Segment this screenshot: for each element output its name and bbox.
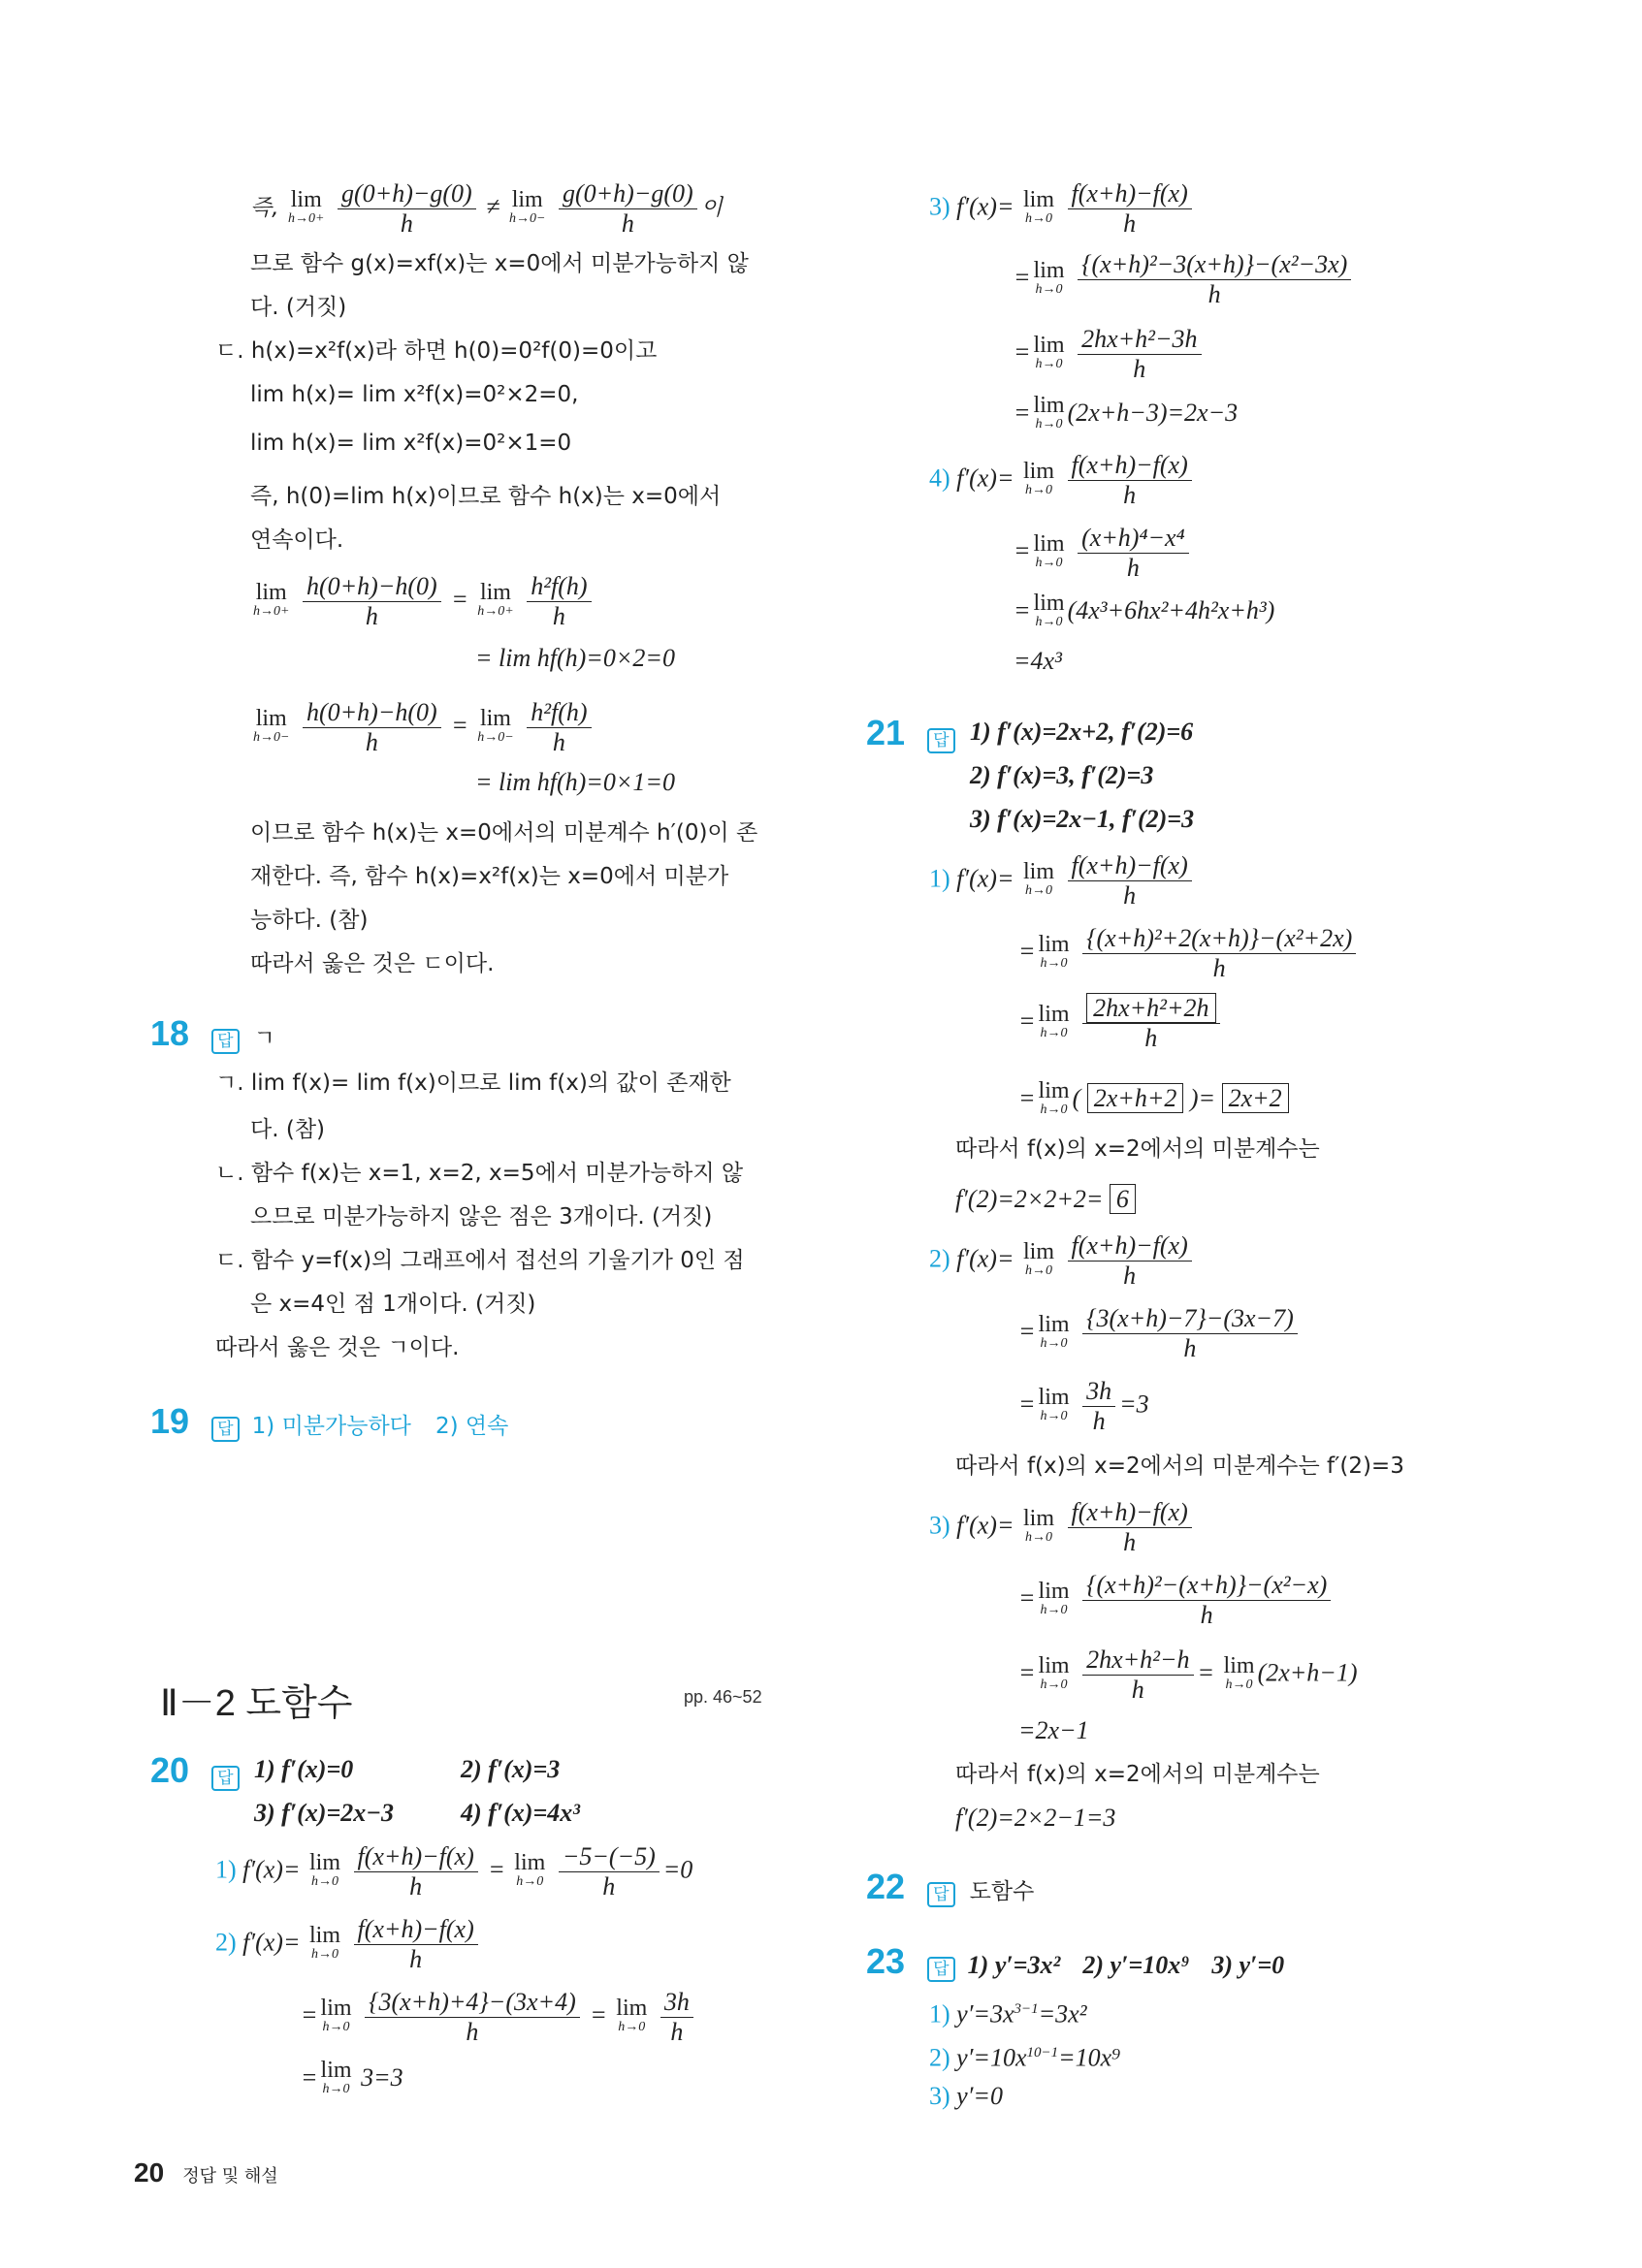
q18-line-4: 으므로 미분가능하지 않은 점은 3개이다. (거짓) [250, 1204, 713, 1230]
q20-solution-1: 1) f′(x)= lim h→0 $\frac{f(x+h)-f(x)}{h}$ = lim h→0 $\frac{-5-(-5)}{h}$ =0 [215, 1842, 693, 1901]
q18-header [150, 1013, 275, 1055]
q20-answer-4: 4) f′(x)=4x³ [461, 1799, 581, 1827]
q18-answer: ㄱ [253, 1026, 275, 1051]
q20-answer-2: 2) f′(x)=3 [461, 1755, 561, 1783]
answer-badge: 답 [211, 1417, 239, 1442]
q22-number: 22 [866, 1867, 906, 1906]
q22-answer: 도함수 [969, 1879, 1035, 1904]
left-line-3: 다. (거짓) [250, 295, 347, 320]
page-number: 20 [134, 2157, 165, 2188]
left-line-14: 재한다. 즉, 함수 h(x)=x²f(x)는 x=0에서 미분가 [250, 864, 729, 889]
q19-header [150, 1401, 508, 1443]
q21-solution-9: = lim h→0 $\frac{3h}{h}$ =3 [1018, 1377, 1149, 1435]
q19-answer-2: 2) 연속 [435, 1414, 509, 1439]
q19-number: 19 [150, 1401, 190, 1441]
right-line-4: = lim h→0 (2x+h−3)=2x−3 [1014, 393, 1239, 431]
q18-line-1: ㄱ. lim f(x)= lim f(x)이므로 lim f(x)의 값이 존재한 [215, 1070, 731, 1096]
q21-solution-6: f′(2)=2×2+2= 6 [955, 1183, 1136, 1216]
q21-solution-12: = lim h→0 $\frac{\text{\{(x+h)²−(x+h)\}−(x²−x)}}{h}$ [1018, 1571, 1335, 1630]
left-line-9: lim h→0+ $\frac{h(0+h)-h(0)}{h}$ = lim h→0+ $\frac{\text{h²f(h)}}{h}$ [250, 572, 596, 631]
q23-solution-1: 1) $y'=3x^{3-1}=3x^2$ [929, 1999, 1087, 2028]
left-line-12: = lim hf(h)=0×1=0 [475, 768, 675, 796]
q23-answer-3: 3) y′=0 [1211, 1951, 1285, 1979]
q21-solution-3: = lim h→0 $\frac{\text{2hx+h²+2h}}{h}$ [1018, 994, 1224, 1053]
left-line-8: 연속이다. [250, 527, 344, 553]
q20-solution-3: = lim h→0 $\frac{\{3(x+h)+4\}-(3x+4)}{h}$ = lim h→0 $\frac{3h}{h}$ [301, 1988, 697, 2047]
q21-answer-3: 3) f′(x)=2x−1, f′(2)=3 [970, 805, 1195, 833]
right-line-5: 4) f′(x)= lim h→0 $\frac{f(x+h)-f(x)}{h}$ [929, 451, 1196, 510]
left-line-7: 즉, h(0)=lim h(x)이므로 함수 h(x)는 x=0에서 [250, 484, 722, 509]
q18-number: 18 [150, 1013, 190, 1053]
q19-answer-1: 1) 미분가능하다 [251, 1414, 411, 1439]
answer-badge: 답 [927, 1882, 954, 1907]
q21-solution-15: 따라서 f(x)의 x=2에서의 미분계수는 [955, 1762, 1320, 1787]
q21-solution-2: = lim h→0 $\frac{\text{\{(x+h)²+2(x+h)\}−(x²+2x)}}{h}$ [1018, 924, 1360, 983]
left-line-16: 따라서 옳은 것은 ㄷ이다. [250, 951, 495, 976]
q23-answer-2: 2) y′=10x⁹ [1082, 1951, 1190, 1979]
answer-badge: 답 [927, 728, 954, 753]
q18-line-6: 은 x=4인 점 1개이다. (거짓) [250, 1292, 536, 1317]
q21-solution-16: f′(2)=2×2−1=3 [955, 1804, 1116, 1832]
q18-line-2: 다. (참) [250, 1117, 326, 1142]
section-title: Ⅱ－2 도함수 [160, 1683, 353, 1724]
answer-badge: 답 [927, 1957, 954, 1982]
q21-solution-11: 3) f′(x)= lim h→0 $\frac{f(x+h)-f(x)}{h}$ [929, 1498, 1196, 1557]
q20-solution-4: = lim h→0 3=3 [301, 2058, 403, 2096]
q23-header [866, 1941, 1284, 1982]
left-line-11: lim h→0− $\frac{h(0+h)-h(0)}{h}$ = lim h→0− $\frac{\text{h²f(h)}}{h}$ [250, 698, 596, 757]
left-line-13: 이므로 함수 h(x)는 x=0에서의 미분계수 h′(0)이 존 [250, 820, 758, 846]
left-line-6: lim h(x)= lim x²f(x)=0²×1=0 [250, 431, 572, 456]
q23-number: 23 [866, 1941, 906, 1981]
right-line-6: = lim h→0 $\frac{\text{(x+h)⁴−x⁴}}{h}$ [1014, 524, 1193, 583]
left-line-15: 능하다. (참) [250, 908, 369, 933]
q21-solution-4: = lim h→0 ( 2x+h+2 )= 2x+2 [1018, 1081, 1289, 1120]
answer-badge: 답 [211, 1766, 239, 1791]
q20-solution-2: 2) f′(x)= lim h→0 $\frac{f(x+h)-f(x)}{h}$ [215, 1915, 482, 1974]
q20-number: 20 [150, 1750, 190, 1790]
q21-solution-5: 따라서 f(x)의 x=2에서의 미분계수는 [955, 1136, 1320, 1162]
q21-solution-14: =2x−1 [1018, 1716, 1089, 1744]
answer-badge: 답 [211, 1029, 239, 1054]
right-line-1: 3) f′(x)= lim h→0 $\frac{f(x+h)-f(x)}{h}$ [929, 179, 1196, 239]
q18-line-5: ㄷ. 함수 y=f(x)의 그래프에서 접선의 기울기가 0인 점 [215, 1248, 745, 1273]
q20-answer-3: 3) f′(x)=2x−3 [254, 1799, 395, 1827]
q21-answer-1: 1) f′(x)=2x+2, f′(2)=6 [970, 718, 1194, 746]
q21-solution-7: 2) f′(x)= lim h→0 $\frac{f(x+h)-f(x)}{h}$ [929, 1231, 1196, 1291]
right-line-7: = lim h→0 (4x³+6hx²+4h²x+h³) [1014, 591, 1275, 629]
footer [134, 2157, 278, 2188]
q21-solution-13: = lim h→0 $\frac{\text{2hx+h²−h}}{h}$ = lim h→0 (2x+h−1) [1018, 1645, 1358, 1704]
q21-solution-1: 1) f′(x)= lim h→0 $\frac{f(x+h)-f(x)}{h}$ [929, 851, 1196, 910]
right-line-8: =4x³ [1014, 647, 1062, 675]
left-line-5: lim h(x)= lim x²f(x)=0²×2=0, [250, 382, 579, 407]
q23-answer-1: 1) y′=3x² [967, 1951, 1061, 1979]
q23-solution-3: 3) y′=0 [929, 2082, 1003, 2110]
q22-header [866, 1867, 1034, 1908]
q21-solution-8: = lim h→0 $\frac{\{3(x+h)-7\}-(3x-7)}{h}$ [1018, 1304, 1302, 1363]
q18-line-7: 따라서 옳은 것은 ㄱ이다. [215, 1335, 460, 1360]
left-line-2: 므로 함수 g(x)=xf(x)는 x=0에서 미분가능하지 않 [250, 251, 749, 276]
q20-answer-1: 1) f′(x)=0 [254, 1755, 354, 1783]
q18-line-3: ㄴ. 함수 f(x)는 x=1, x=2, x=5에서 미분가능하지 않 [215, 1161, 744, 1186]
q21-solution-10: 따라서 f(x)의 x=2에서의 미분계수는 f′(2)=3 [955, 1453, 1404, 1479]
q21-answer-2: 2) f′(x)=3, f′(2)=3 [970, 761, 1154, 789]
right-line-2: = lim h→0 $\frac{\text{\{(x+h)²−3(x+h)\}−(x²−3x)}}{h}$ [1014, 250, 1355, 309]
q23-solution-2: 2) $y'=10x^{10-1}=10x^9$ [929, 2043, 1121, 2072]
left-line-4: ㄷ. h(x)=x²f(x)라 하면 h(0)=0²f(0)=0이고 [215, 338, 658, 364]
footer-text: 정답 및 해설 [182, 2166, 278, 2187]
section-pages: pp. 46~52 [684, 1687, 762, 1707]
q21-number: 21 [866, 713, 906, 752]
left-line-1: 즉, lim h→0+ $\frac{g(0+h)-g(0)}{h}$ ≠ lim h→0− $\frac{g(0+h)-g(0)}{h}$ 이 [250, 179, 723, 238]
q21-header [866, 713, 955, 753]
right-line-3: = lim h→0 $\frac{\text{2hx+h²−3h}}{h}$ [1014, 325, 1206, 384]
left-line-10: = lim hf(h)=0×2=0 [475, 644, 675, 672]
q20-header [150, 1750, 240, 1791]
